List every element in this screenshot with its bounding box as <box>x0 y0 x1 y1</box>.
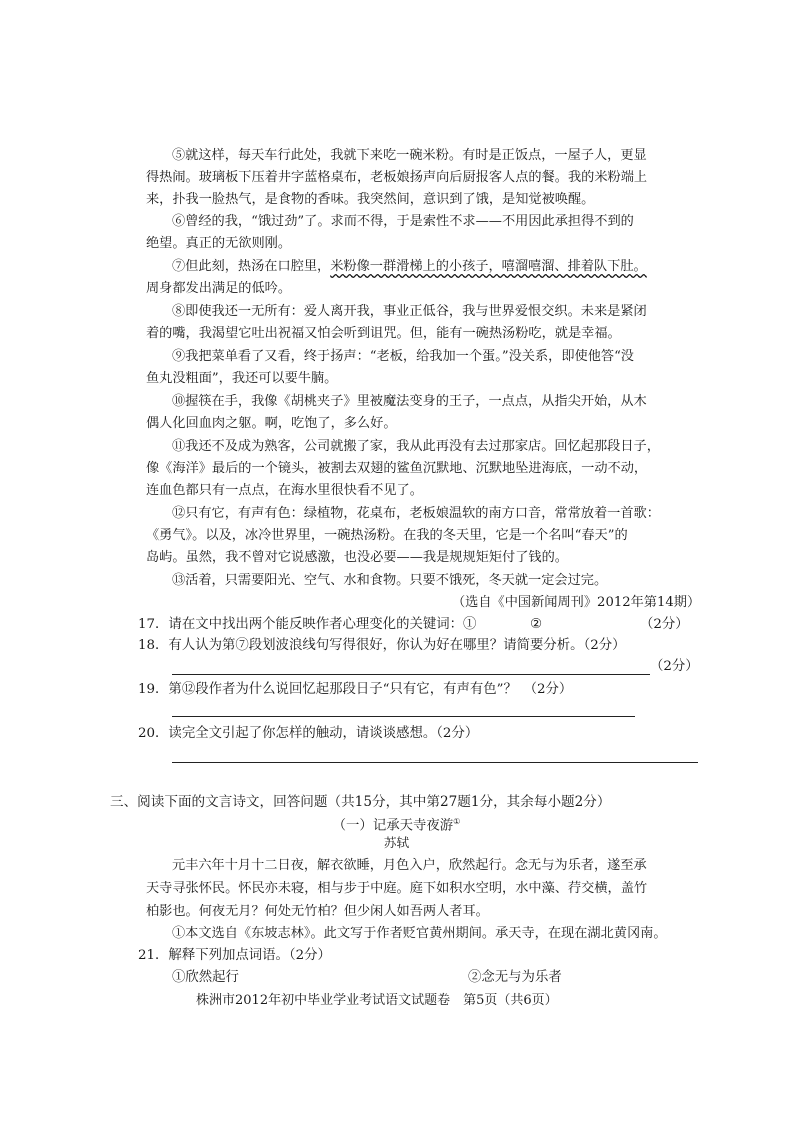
para-12-line-1: ⑫只有它，有声有色：绿植物，花桌布，老板娘温软的南方口音，常常放着一首歌： <box>172 506 660 521</box>
para-8-line-1: ⑧即使我还一无所有：爱人离开我，事业正低谷，我与世界爱恨交织。未来是紧闭 <box>172 304 647 319</box>
question-19: 19．第⑫段作者为什么说回忆起那段日子“只有它，有声有色”？ （2分） <box>138 682 573 697</box>
para-7-line-1 <box>172 257 647 277</box>
wavy-underlined-sentence: 米粉像一群滑梯上的小孩子，嘻溜嘻溜、排着队下肚。 <box>330 259 647 274</box>
question-18-answer-line[interactable] <box>172 674 650 675</box>
question-21-item-a: ①欣然起行 <box>172 970 239 985</box>
classical-text-line-2: 天寺寻张怀民。怀民亦未寝，相与步于中庭。庭下如积水空明，水中藻、荇交横，盖竹 <box>146 881 648 896</box>
section-3-heading: 三、阅读下面的文言诗文，回答问题（共15分，其中第27题1分，其余每小题2分） <box>110 794 611 810</box>
page-footer: 株洲市2012年初中毕业学业考试语文试题卷 第5页（共6页） <box>196 993 558 1008</box>
para-9-line-2: 鱼丸没粗面”，我还可以要牛腩。 <box>146 371 338 386</box>
para-7-line-2: 周身都发出满足的低吟。 <box>146 281 292 296</box>
poem-title-text: （一）记承天寺夜游 <box>332 818 454 834</box>
para-13: ⑬活着，只需要阳光、空气、水和食物。只要不饿死，冬天就一定会过完。 <box>172 573 608 588</box>
classical-text-line-1: 元丰六年十月十二日夜，解衣欲睡，月色入户，欣然起行。念无与为乐者，遂至承 <box>172 858 647 873</box>
question-17: 17．请在文中找出两个能反映作者心理变化的关键词：① <box>138 617 477 632</box>
question-17-score: （2分） <box>640 617 689 632</box>
para-11-line-1: ⑪我还不及成为熟客，公司就搬了家，我从此再没有去过那家店。回忆起那段日子， <box>172 439 660 454</box>
para-9-line-1: ⑨我把菜单看了又看，终于扬声：“老板，给我加一个蛋。”没关系，即使他答“没 <box>172 349 634 364</box>
footnote-1: ①本文选自《东坡志林》。此文写于作者贬官黄州期间。承天寺，在现在湖北黄冈南。 <box>172 926 667 941</box>
question-21: 21．解释下列加点词语。（2分） <box>138 948 331 963</box>
question-18: 18．有人认为第⑦段划波浪线句写得很好，你认为好在哪里？请简要分析。（2分） <box>138 638 626 653</box>
classical-text-line-3: 柏影也。何夜无月？何处无竹柏？但少闲人如吾两人者耳。 <box>146 904 489 919</box>
question-20-answer-line[interactable] <box>172 762 698 763</box>
para-10-line-1: ⑩握筷在手，我像《胡桃夹子》里被魔法变身的王子，一点点，从指尖开始，从木 <box>172 394 647 409</box>
question-19-answer-line[interactable] <box>172 716 635 717</box>
question-21-item-b: ②念无与为乐者 <box>468 970 562 985</box>
para-7-start: ⑦但此刻，热汤在口腔里， <box>172 259 331 274</box>
source-citation: （选自《中国新闻周刊》2012年第14期） <box>452 595 701 610</box>
para-5-line-2: 得热闹。玻璃板下压着井字蓝格桌布，老板娘扬声向后厨报客人点的餐。我的米粉端上 <box>146 170 648 185</box>
question-17-blank-2-label: ② <box>530 617 543 632</box>
question-18-score: （2分） <box>650 659 699 674</box>
question-20: 20．读完全文引起了你怎样的触动，请谈谈感想。（2分） <box>138 726 479 741</box>
para-10-line-2: 偶人化回血肉之躯。啊，吃饱了，多么好。 <box>146 416 397 431</box>
para-12-line-2: 《勇气》。以及，冰冷世界里，一碗热汤粉。在我的冬天里，它是一个名叫“春天”的 <box>146 528 628 543</box>
para-6-line-1: ⑥曾经的我，“饿过劲”了。求而不得，于是索性不求——不用因此承担得不到的 <box>172 214 634 229</box>
para-11-line-3: 连血色都只有一点点，在海水里很快看不见了。 <box>146 483 423 498</box>
para-6-line-2: 绝望。真正的无欲则刚。 <box>146 236 292 251</box>
poem-title-footnote-mark: ① <box>453 817 461 826</box>
para-5-line-3: 来，扑我一脸热气，是食物的香味。我突然间，意识到了饿，是知觉被唤醒。 <box>146 192 595 207</box>
poem-author: 苏轼 <box>383 835 410 850</box>
para-5-line-1: ⑤就这样，每天车行此处，我就下来吃一碗米粉。有时是正饭点，一屋子人，更显 <box>172 148 647 163</box>
para-8-line-2: 着的嘴，我渴望它吐出祝福又怕会听到诅咒。但，能有一碗热汤粉吃，就是幸福。 <box>146 326 621 341</box>
para-12-line-3: 岛屿。虽然，我不曾对它说感激，也没必要——我是规规矩矩付了钱的。 <box>146 550 568 565</box>
para-11-line-2: 像《海洋》最后的一个镜头，被割去双翅的鲨鱼沉默地、沉默地坠进海底，一动不动， <box>146 461 648 476</box>
